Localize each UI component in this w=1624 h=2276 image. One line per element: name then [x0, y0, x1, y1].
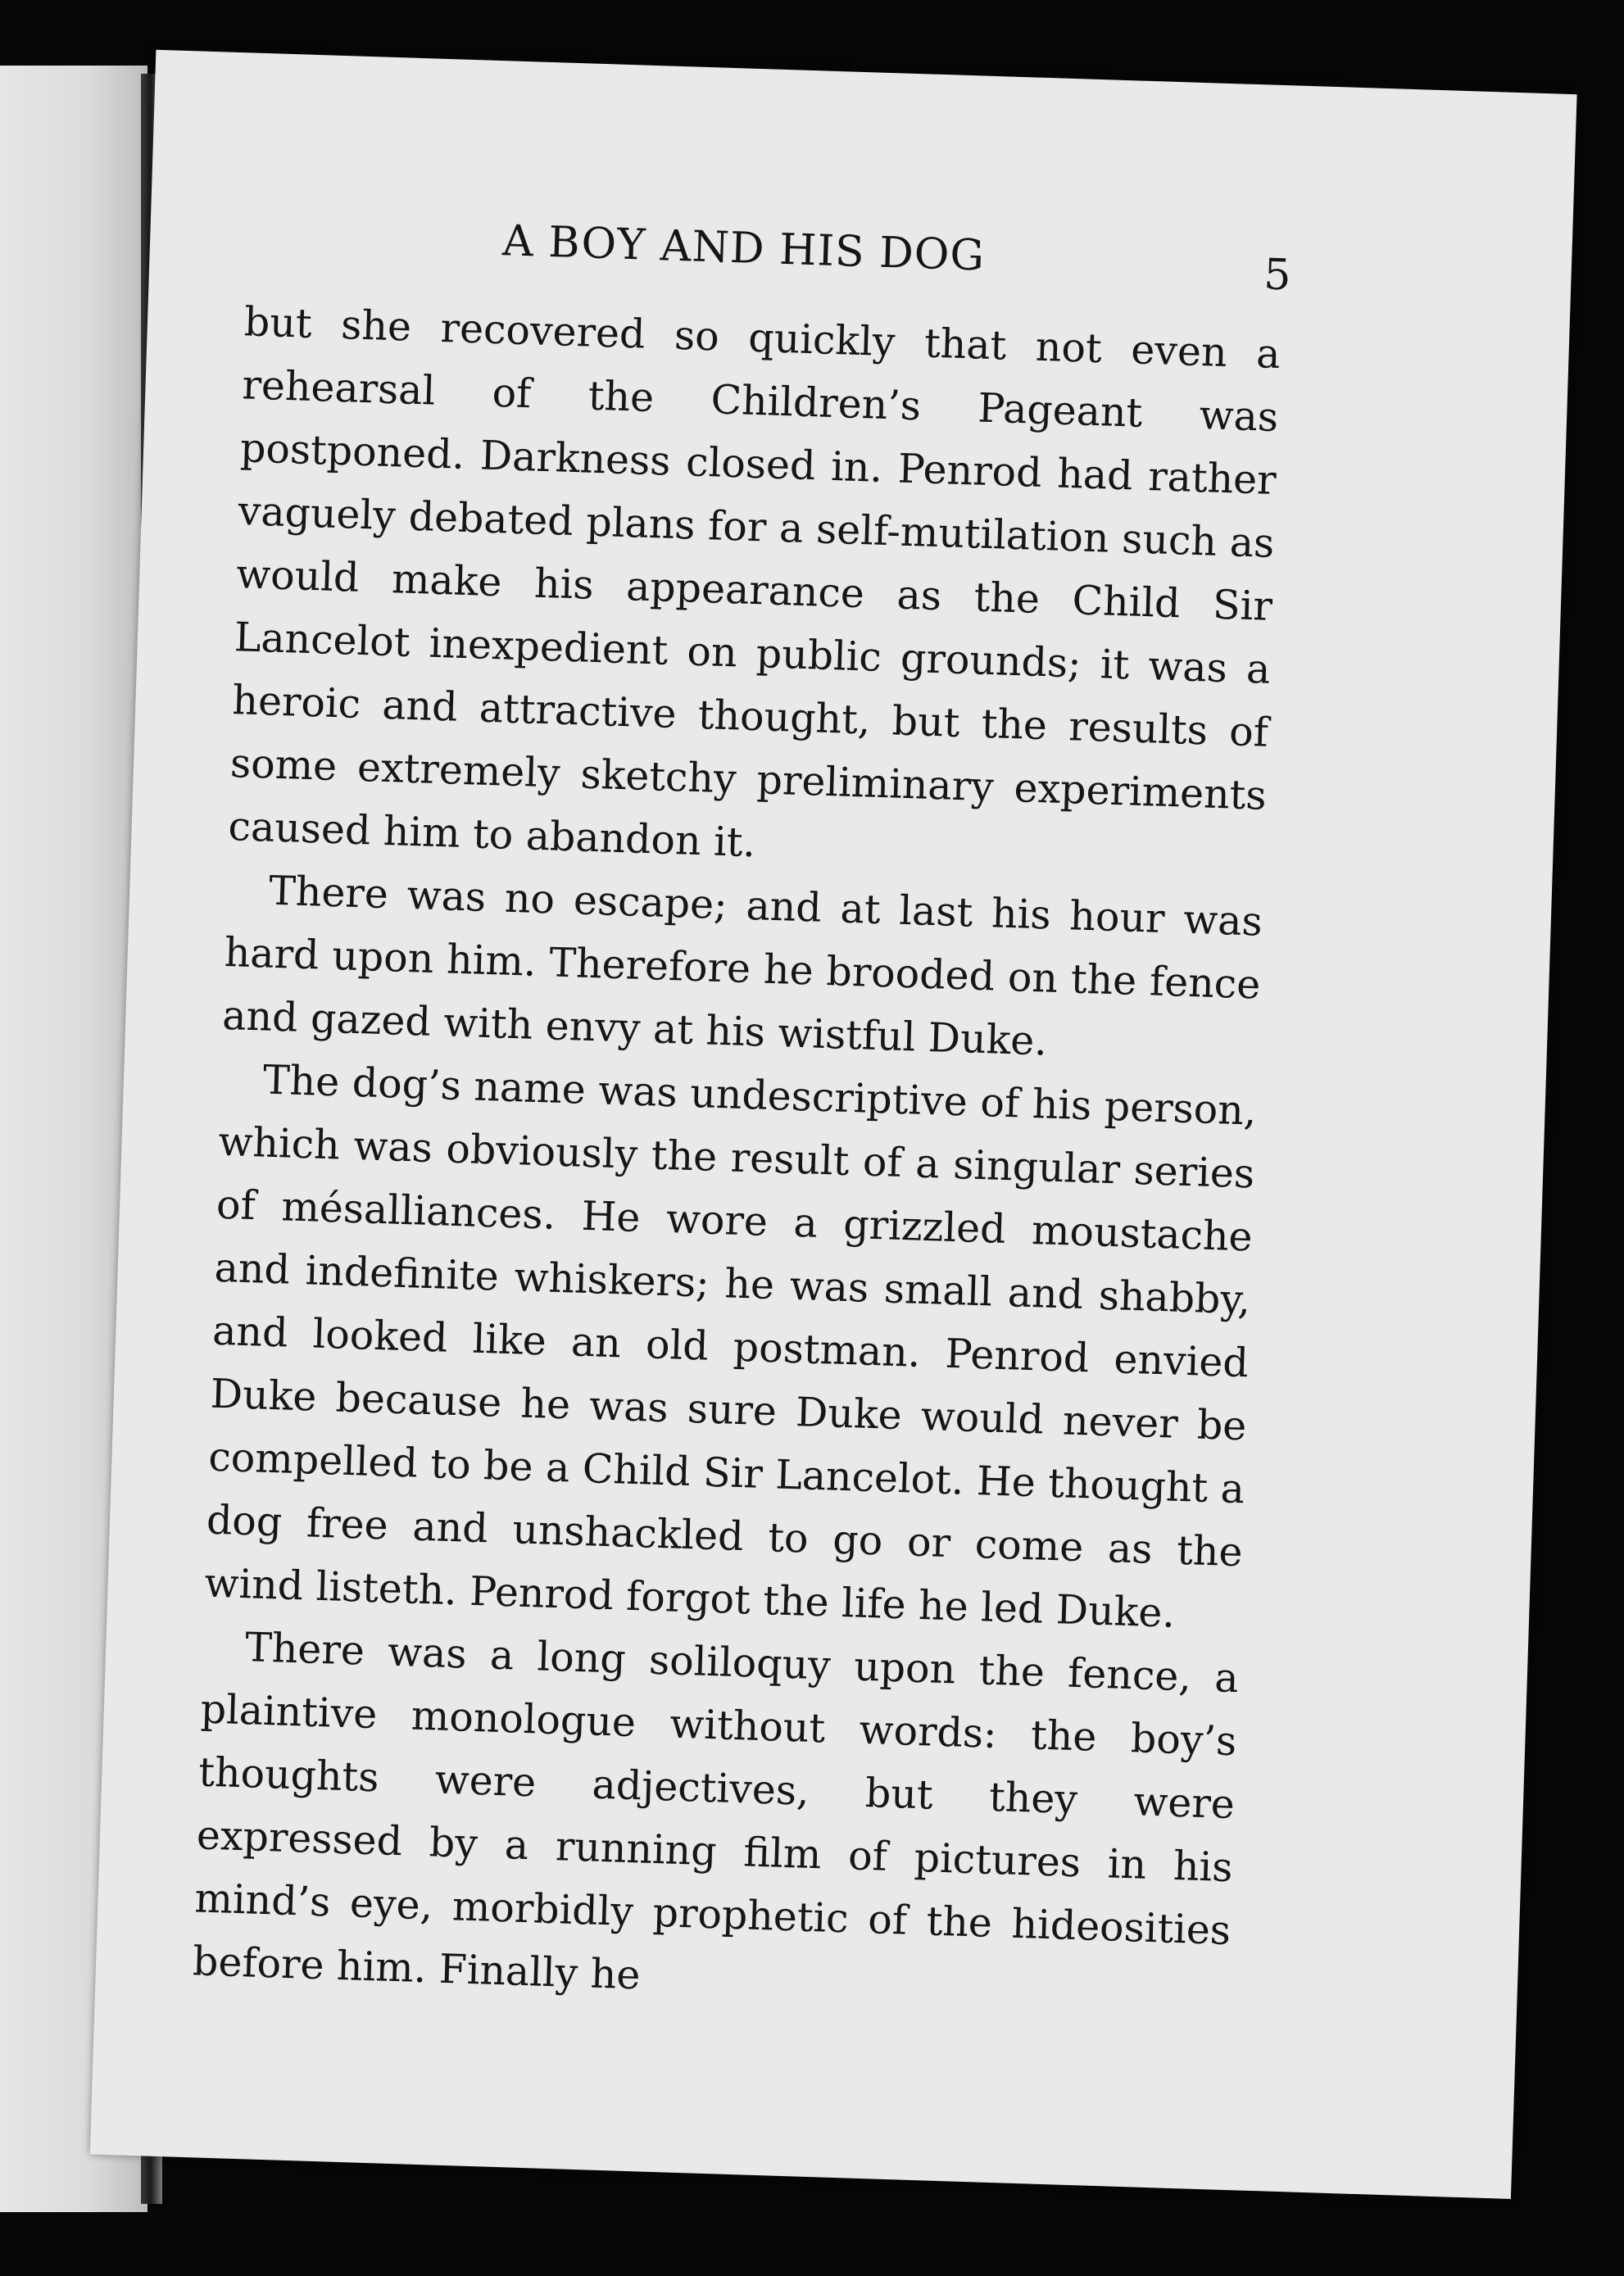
paragraph-continued: but she recovered so quickly that not even a rehearsal of the Children’s Pageant was postponed. Darkness closed in. Penrod had rather vaguely debated plans for a self-mutilation such as would make his appearance as the Child Sir Lancelot inexpedient on public grounds; it was a heroic and attractive thought, but the results of some extremely sketchy preliminary experiments caused him to abandon it.	[227, 298, 1282, 867]
paragraph: There was a long soliloquy upon the fence, a plaintive monologue without words: the boy’s thoughts were adjectives, but they were expressed by a running film of pictures in his mind’s eye, morbidly prophetic of the hideosities before him. Finally he	[192, 1624, 1240, 1999]
paragraph: The dog’s name was undescriptive of his person, which was obviously the result of a singular series of mésalliances. He wore a grizzled moustache and indefinite whiskers; he was small and shabby, and looked like an old postman. Penrod envied Duke because he was sure Duke would never be compelled to be a Child Sir Lancelot. He thought a dog free and unshackled to go or come as the wind listeth. Penrod forgot the life he led Duke.	[203, 1056, 1258, 1637]
body-text	[192, 290, 1282, 2025]
book-page	[90, 50, 1577, 2199]
paragraph: There was no escape; and at last his hour was hard upon him. Therefore he brooded on the fence and gazed with envy at his wistful Duke.	[221, 867, 1263, 1065]
page-number: 5	[1263, 250, 1293, 301]
running-head	[151, 206, 1572, 301]
running-head-title: A BOY AND HIS DOG	[501, 216, 986, 281]
